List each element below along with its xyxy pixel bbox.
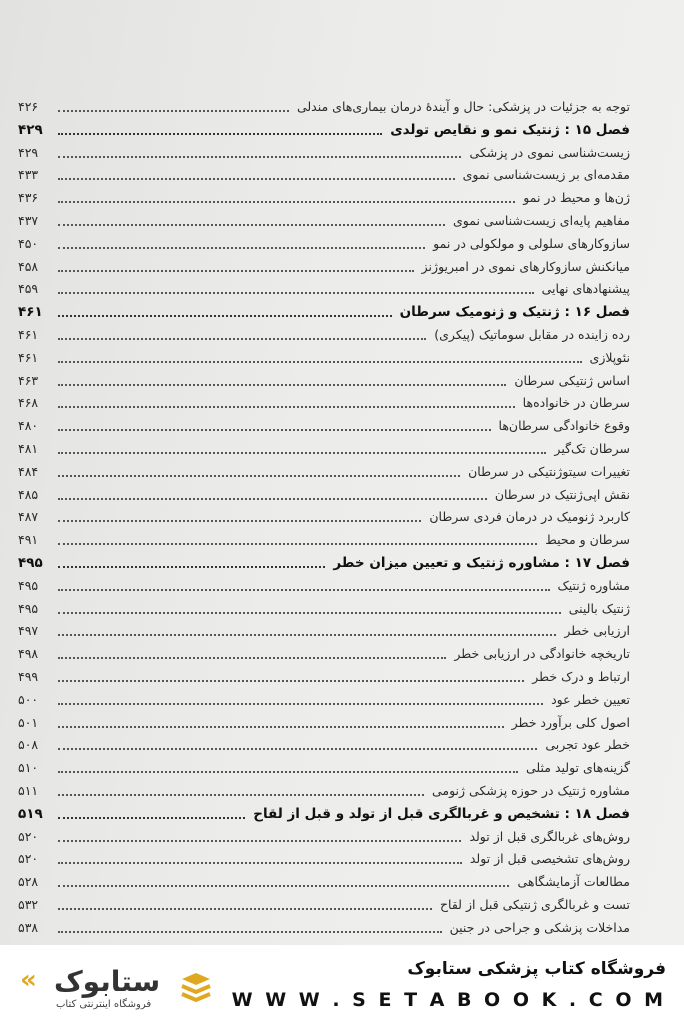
page-number: ۴۹۵ — [18, 577, 39, 593]
page-number: ۴۵۰ — [18, 235, 39, 251]
section-title: تعیین خطر عود — [551, 691, 630, 707]
section-title: رده زاینده در مقابل سوماتیک (پیکری) — [434, 327, 630, 342]
section-title: مقدمه‌ای بر زیست‌شناسی نموی — [462, 167, 630, 183]
toc-row[interactable] — [18, 209, 630, 231]
toc-row[interactable] — [18, 460, 630, 482]
section-title: میانکنش سازوکارهای نموی در امبریوژنز — [421, 258, 630, 274]
toc-row[interactable] — [18, 528, 630, 550]
dot-leader — [58, 702, 543, 705]
dot-leader — [58, 200, 515, 203]
toc-row[interactable] — [18, 619, 630, 641]
toc-row[interactable] — [18, 847, 630, 869]
toc-row[interactable] — [18, 346, 630, 368]
page-number: ۴۹۸ — [18, 646, 39, 662]
toc-row[interactable] — [18, 255, 630, 277]
dot-leader — [58, 747, 537, 750]
section-title: اصول کلی برآورد خطر — [511, 714, 630, 730]
toc-row[interactable] — [18, 916, 630, 938]
section-title: سرطان و محیط — [545, 532, 630, 548]
page-number: ۴۹۷ — [18, 623, 39, 639]
page-number: ۵۳۲ — [18, 897, 39, 912]
page-number: ۵۱۱ — [18, 783, 39, 798]
toc-row[interactable] — [18, 711, 630, 733]
section-title: سرطان در خانواده‌ها — [522, 395, 630, 411]
toc-row[interactable] — [18, 688, 630, 710]
section-title: توجه به جزئیات در پزشکی: حال و آیندهٔ درمان بیماری‌های مندلی — [296, 99, 630, 114]
section-title: مطالعات آزمایشگاهی — [517, 874, 630, 890]
page-number: ۴۲۹ — [18, 121, 43, 138]
section-title: نقش اپی‌ژنتیک در سرطان — [494, 486, 630, 502]
page-number: ۵۰۸ — [18, 737, 39, 753]
page-number: ۴۸۴ — [18, 463, 39, 479]
page-number: ۴۶۱ — [18, 327, 39, 342]
page-number: ۴۶۳ — [18, 372, 39, 388]
dot-leader — [58, 291, 534, 294]
toc-row[interactable] — [18, 277, 630, 299]
logo-wordmark: ستابوک — [54, 965, 161, 998]
page-number: ۴۸۰ — [18, 418, 39, 434]
toc-row[interactable] — [18, 870, 630, 892]
toc-chapter-row[interactable] — [18, 802, 630, 824]
dot-leader — [58, 109, 289, 112]
dot-leader — [58, 611, 561, 614]
section-title: روش‌های غربالگری قبل از تولد — [469, 828, 630, 844]
chapter-title: فصل ۱۶ : ژنتیک و ژنومیک سرطان — [399, 304, 630, 321]
toc-row[interactable] — [18, 893, 630, 915]
dot-leader — [58, 223, 445, 226]
page-number: ۴۵۸ — [18, 258, 39, 274]
book-stack-icon — [178, 969, 214, 1005]
double-arrow-icon: « — [20, 965, 37, 995]
section-title: مشاوره ژنتیک — [557, 577, 630, 593]
page-number: ۴۳۶ — [18, 190, 39, 206]
toc-row[interactable] — [18, 597, 630, 619]
dot-leader — [58, 816, 245, 819]
dot-leader — [58, 588, 550, 591]
dot-leader — [58, 337, 426, 340]
page-number: ۵۱۹ — [18, 805, 43, 822]
dot-leader — [58, 451, 546, 454]
toc-row[interactable] — [18, 483, 630, 505]
toc-row[interactable] — [18, 186, 630, 208]
toc-row[interactable] — [18, 505, 630, 527]
section-title: اساس ژنتیکی سرطان — [514, 372, 630, 388]
dot-leader — [58, 474, 460, 477]
page-number: ۴۲۹ — [18, 144, 39, 160]
dot-leader — [58, 155, 461, 158]
dot-leader — [58, 519, 421, 522]
dot-leader — [58, 405, 515, 408]
store-logo[interactable] — [20, 963, 220, 1013]
page-number: ۴۲۶ — [18, 99, 39, 114]
page-number: ۴۵۹ — [18, 281, 39, 297]
page-number: ۵۰۰ — [18, 691, 39, 707]
dot-leader — [58, 633, 556, 636]
section-title: مفاهیم پایه‌ای زیست‌شناسی نموی — [453, 213, 630, 228]
section-title: مداخلات پزشکی و جراحی در جنین — [449, 919, 630, 935]
dot-leader — [58, 565, 325, 568]
dot-leader — [58, 246, 425, 249]
toc-chapter-row[interactable] — [18, 300, 630, 322]
section-title: ارتباط و درک خطر — [532, 669, 630, 684]
dot-leader — [58, 360, 582, 363]
dot-leader — [58, 269, 414, 272]
logo-tagline: فروشگاه اینترنتی کتاب — [56, 999, 152, 1010]
toc-row[interactable] — [18, 369, 630, 391]
toc-row[interactable] — [18, 574, 630, 596]
dot-leader — [58, 132, 382, 135]
section-title: تست و غربالگری ژنتیکی قبل از لقاح — [439, 897, 630, 912]
section-title: تاریخچه خانوادگی در ارزیابی خطر — [454, 646, 630, 662]
toc-chapter-row[interactable] — [18, 551, 630, 573]
page-number: ۵۱۰ — [18, 760, 39, 776]
section-title: ارزیابی خطر — [564, 623, 630, 639]
toc-row[interactable] — [18, 414, 630, 436]
toc-row[interactable] — [18, 141, 630, 163]
page-number: ۵۲۸ — [18, 874, 39, 890]
page-number: ۴۶۸ — [18, 395, 39, 411]
page-number: ۴۹۹ — [18, 669, 39, 684]
dot-leader — [58, 497, 487, 500]
dot-leader — [58, 314, 392, 317]
store-footer — [0, 945, 684, 1024]
page-number: ۵۳۸ — [18, 919, 39, 935]
toc-row[interactable] — [18, 756, 630, 778]
page-number: ۴۳۷ — [18, 213, 39, 228]
toc-row[interactable] — [18, 232, 630, 254]
dot-leader — [58, 839, 461, 842]
store-url[interactable]: W W W . S E T A B O O K . C O M — [231, 989, 666, 1011]
page-number: ۴۹۵ — [18, 555, 43, 571]
page-number: ۴۶۱ — [18, 349, 39, 365]
page-number: ۴۶۱ — [18, 304, 43, 321]
page-number: ۴۸۱ — [18, 441, 39, 456]
dot-leader — [58, 725, 504, 728]
section-title: خطر عود تجربی — [545, 737, 630, 753]
section-title: وقوع خانوادگی سرطان‌ها — [498, 418, 630, 434]
page-number: ۵۲۰ — [18, 851, 39, 867]
dot-leader — [58, 907, 432, 910]
toc-row[interactable] — [18, 733, 630, 755]
toc-row[interactable] — [18, 437, 630, 459]
section-title: ژنتیک بالینی — [568, 600, 630, 616]
page-number: ۵۲۰ — [18, 828, 39, 844]
toc-row[interactable] — [18, 825, 630, 847]
dot-leader — [58, 542, 537, 545]
chapter-title: فصل ۱۸ : تشخیص و غربالگری قبل از تولد و قبل از لقاح — [253, 805, 630, 822]
chapter-title: فصل ۱۷ : مشاوره ژنتیک و تعیین میزان خطر — [333, 555, 630, 571]
dot-leader — [58, 884, 509, 887]
dot-leader — [58, 770, 518, 773]
toc-row[interactable] — [18, 391, 630, 413]
toc-row[interactable] — [18, 642, 630, 664]
store-name: فروشگاه کتاب پزشکی ستابوک — [407, 959, 666, 979]
toc-row[interactable] — [18, 95, 630, 117]
toc-chapter-row[interactable] — [18, 118, 630, 140]
dot-leader — [58, 383, 506, 386]
page-number: ۴۳۳ — [18, 167, 39, 183]
section-title: گزینه‌های تولید مثلی — [525, 760, 630, 776]
section-title: مشاوره ژنتیک در حوزه پزشکی ژنومی — [431, 783, 630, 798]
dot-leader — [58, 177, 455, 180]
toc-row[interactable] — [18, 779, 630, 801]
section-title: سرطان تک‌گیر — [554, 441, 630, 456]
page-number: ۴۹۵ — [18, 600, 39, 616]
page-number: ۴۹۱ — [18, 532, 39, 548]
toc-row[interactable] — [18, 323, 630, 345]
page-number: ۴۸۷ — [18, 509, 39, 525]
section-title: زیست‌شناسی نموی در پزشکی — [469, 144, 630, 160]
section-title: کاربرد ژنومیک در درمان فردی سرطان — [429, 509, 630, 525]
dot-leader — [58, 930, 442, 933]
section-title: نئوپلازی — [589, 349, 630, 365]
section-title: تغییرات سیتوژنتیکی در سرطان — [468, 463, 630, 479]
page-number: ۵۰۱ — [18, 714, 39, 730]
section-title: روش‌های تشخیصی قبل از تولد — [469, 851, 630, 867]
section-title: پیشنهادهای نهایی — [541, 281, 630, 297]
section-title: ژن‌ها و محیط در نمو — [523, 190, 630, 206]
page-number: ۴۸۵ — [18, 486, 39, 502]
dot-leader — [58, 679, 524, 682]
dot-leader — [58, 656, 446, 659]
toc-row[interactable] — [18, 163, 630, 185]
dot-leader — [58, 793, 424, 796]
dot-leader — [58, 861, 462, 864]
dot-leader — [58, 428, 491, 431]
chapter-title: فصل ۱۵ : ژنتیک نمو و نقایص تولدی — [390, 121, 630, 138]
toc-row[interactable] — [18, 665, 630, 687]
section-title: سازوکارهای سلولی و مولکولی در نمو — [433, 235, 630, 251]
